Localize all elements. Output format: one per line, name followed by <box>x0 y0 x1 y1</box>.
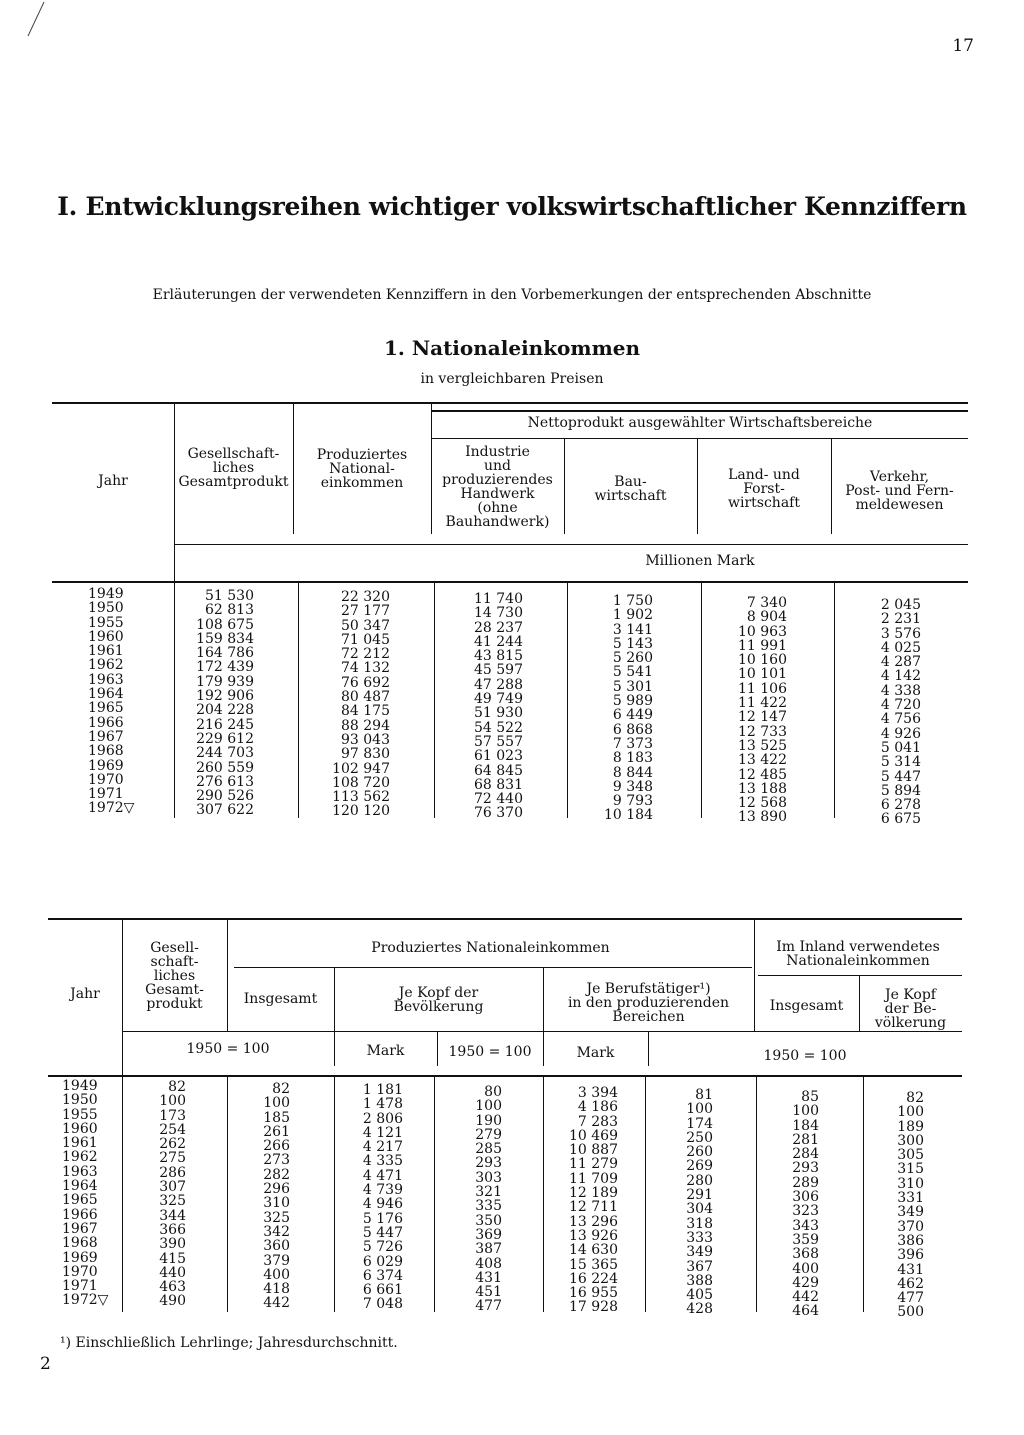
table2-header-bottom-rule <box>48 1075 962 1077</box>
table1-header-land: Land- und Forst- wirtschaft <box>728 467 800 511</box>
table1-header-jahr: Jahr <box>98 473 128 489</box>
table1-vrule <box>174 582 175 818</box>
table1-col-jahr: 1949 1950 1955 1960 1961 1962 1963 1964 1965 1966 1967 1968 1969 1970 1971 1972▽ <box>88 586 135 817</box>
table1-col-bau: 1 750 1 902 3 141 5 143 5 260 5 541 5 301 5 989 6 449 6 868 7 373 8 183 8 844 9 348 9 793 10 184 <box>604 593 653 824</box>
table2-unit-mark: Mark <box>576 1045 615 1061</box>
table2-header-insgesamt: Insgesamt <box>243 991 318 1007</box>
table2-vrule <box>645 1076 646 1312</box>
table1-vrule <box>174 403 175 581</box>
table1-header-nationaleinkommen: Produziertes National- einkommen <box>316 447 408 491</box>
table2-vrule <box>227 919 228 1031</box>
table2-header-produziert: Produziertes Nationaleinkommen <box>371 940 610 956</box>
table1-netto-sub-rule <box>432 438 968 439</box>
page-signature: 2 <box>40 1354 51 1374</box>
page-number: 17 <box>952 36 974 56</box>
section-subtitle: in vergleichbaren Preisen <box>420 371 604 387</box>
table2-col-inland-insgesamt: 85 100 184 281 284 293 289 306 323 343 359 368 400 429 442 464 <box>792 1089 819 1320</box>
table2-header-gesamtprodukt: Gesell- schaft- liches Gesamt- produkt <box>145 940 204 1012</box>
table2-unit-index: 1950 = 100 <box>186 1041 270 1057</box>
table2-vrule <box>227 1076 228 1312</box>
table2-header-jahr: Jahr <box>70 986 100 1002</box>
table1-col-land: 7 340 8 904 10 963 11 991 10 160 10 101 11 106 11 422 12 147 12 733 13 525 13 422 12 485 13 188 12 568 13 890 <box>738 595 787 826</box>
table1-header-bau: Bau- wirtschaft <box>594 474 667 504</box>
table1-vrule <box>834 582 835 818</box>
table1-col-nationaleinkommen: 22 320 27 177 50 347 71 045 72 212 74 132 76 692 80 487 84 175 88 294 93 043 97 830 102 947 108 720 113 562 120 120 <box>332 589 390 820</box>
table2-inland-rule <box>758 975 962 976</box>
table2-unit-index: 1950 = 100 <box>763 1048 847 1064</box>
table1-header-industrie: Industrie und produzierendes Handwerk (ohne Bauhandwerk) <box>442 444 553 530</box>
table2-vrule <box>334 1076 335 1312</box>
table2-unit-top-rule <box>122 1031 962 1032</box>
corner-pencil-mark <box>22 0 52 40</box>
table1-vrule <box>434 582 435 818</box>
table2-produziert-rule <box>234 967 752 968</box>
table2-vrule <box>756 1076 757 1312</box>
table2-vrule <box>754 919 755 1031</box>
table1-vrule <box>567 582 568 818</box>
table1-unit-rule <box>174 544 968 545</box>
table2-col-insgesamt: 82 100 185 261 266 273 282 296 310 325 342 360 379 400 418 442 <box>263 1081 290 1312</box>
table1-col-industrie: 11 740 14 730 28 237 41 244 43 815 45 597 47 288 49 749 51 930 54 522 57 557 61 023 64 845 68 831 72 440 76 370 <box>474 591 523 822</box>
table2-col-beruf-mark: 3 394 4 186 7 283 10 469 10 887 11 279 11 709 12 189 12 711 13 296 13 926 14 630 15 365 16 224 16 955 17 928 <box>569 1085 618 1316</box>
table1-header-nettoprodukt: Nettoprodukt ausgewählter Wirtschaftsbereiche <box>527 415 873 431</box>
table1-col-verkehr: 2 045 2 231 3 576 4 025 4 287 4 142 4 338 4 720 4 756 4 926 5 041 5 314 5 447 5 894 6 278 6 675 <box>880 597 921 828</box>
table2-header-inland: Im Inland verwendetes Nationaleinkommen <box>776 939 940 969</box>
footnote: ¹) Einschließlich Lehrlinge; Jahresdurchschnitt. <box>60 1335 398 1351</box>
table1-header-unit: Millionen Mark <box>645 553 755 569</box>
table2-unit-index: 1950 = 100 <box>448 1044 532 1060</box>
table2-vrule <box>543 1076 544 1312</box>
table2-col-kopf-mark: 1 181 1 478 2 806 4 121 4 217 4 335 4 471 4 739 4 946 5 176 5 447 5 726 6 029 6 374 6 661 7 048 <box>362 1082 403 1313</box>
table2-col-kopf-index: 80 100 190 279 285 293 303 321 335 350 369 387 408 431 451 477 <box>475 1084 502 1315</box>
table1-vrule <box>701 582 702 818</box>
table2-unit-mark: Mark <box>366 1043 405 1059</box>
table2-top-rule <box>48 918 962 920</box>
page-title: I. Entwicklungsreihen wichtiger volkswirtschaftlicher Kennziffern <box>57 192 967 221</box>
table2-vrule <box>122 1076 123 1312</box>
table1-netto-top-rule <box>432 410 968 412</box>
table1-header-gesamtprodukt: Gesellschaft- liches Gesamtprodukt <box>178 446 289 490</box>
table2-col-inland-je-kopf: 82 100 189 300 305 315 310 331 349 370 386 396 431 462 477 500 <box>897 1090 924 1321</box>
table2-col-jahr: 1949 1950 1955 1960 1961 1962 1963 1964 1965 1966 1967 1968 1969 1970 1971 1972▽ <box>62 1078 109 1309</box>
table1-vrule <box>298 582 299 818</box>
table2-col-gesamtprodukt: 82 100 173 254 262 275 286 307 325 344 366 390 415 440 463 490 <box>159 1079 186 1310</box>
table2-header-je-beruf: Je Berufstätiger¹) in den produzierenden Bereichen <box>567 981 730 1025</box>
table2-header-inland-je-kopf: Je Kopf der Be- völkerung <box>874 987 947 1031</box>
page-subtitle: Erläuterungen der verwendeten Kennziffern in den Vorbemerkungen der entsprechenden Abschnitte <box>152 287 872 303</box>
table1-col-gesamtprodukt: 51 530 62 813 108 675 159 834 164 786 172 439 179 939 192 906 204 228 216 245 229 612 244 703 260 559 276 613 290 526 307 622 <box>196 588 254 819</box>
table2-vrule <box>863 1076 864 1312</box>
table2-vrule <box>434 1076 435 1312</box>
table1-top-rule <box>52 402 968 404</box>
table1-header-bottom-rule <box>52 581 968 583</box>
table2-header-inland-insgesamt: Insgesamt <box>769 998 844 1014</box>
table2-col-beruf-index: 81 100 174 250 260 269 280 291 304 318 333 349 367 388 405 428 <box>686 1087 713 1318</box>
table2-header-je-kopf: Je Kopf der Bevölkerung <box>393 985 484 1015</box>
table1-header-verkehr: Verkehr, Post- und Fern- meldewesen <box>845 469 954 513</box>
section-title: 1. Nationaleinkommen <box>383 336 640 360</box>
